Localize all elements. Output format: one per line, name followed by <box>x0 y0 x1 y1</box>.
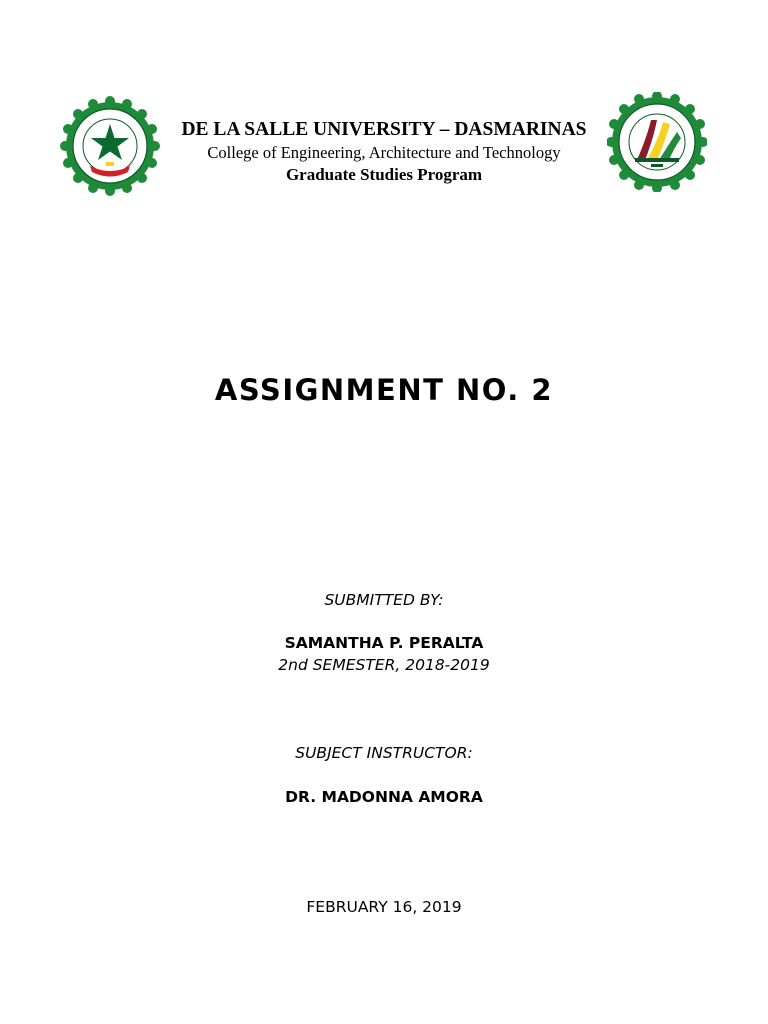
document-title: ASSIGNMENT NO. 2 <box>214 373 554 407</box>
instructor-name: DR. MADONNA AMORA <box>285 788 483 806</box>
semester-text: 2nd SEMESTER, 2018-2019 <box>278 656 490 674</box>
submitted-by-label: SUBMITTED BY: <box>324 591 444 609</box>
instructor-label: SUBJECT INSTRUCTOR: <box>295 744 473 762</box>
college-name: College of Engineering, Architecture and Technology <box>207 143 561 162</box>
letterhead <box>160 118 608 186</box>
program-name: Graduate Studies Program <box>285 165 483 184</box>
university-name: DE LA SALLE UNIVERSITY – DASMARINAS <box>181 119 587 140</box>
document-date: FEBRUARY 16, 2019 <box>306 898 462 916</box>
ceat-college-seal-icon <box>607 92 707 192</box>
dlsud-university-seal-icon <box>60 96 160 196</box>
student-name: SAMANTHA P. PERALTA <box>284 634 484 652</box>
